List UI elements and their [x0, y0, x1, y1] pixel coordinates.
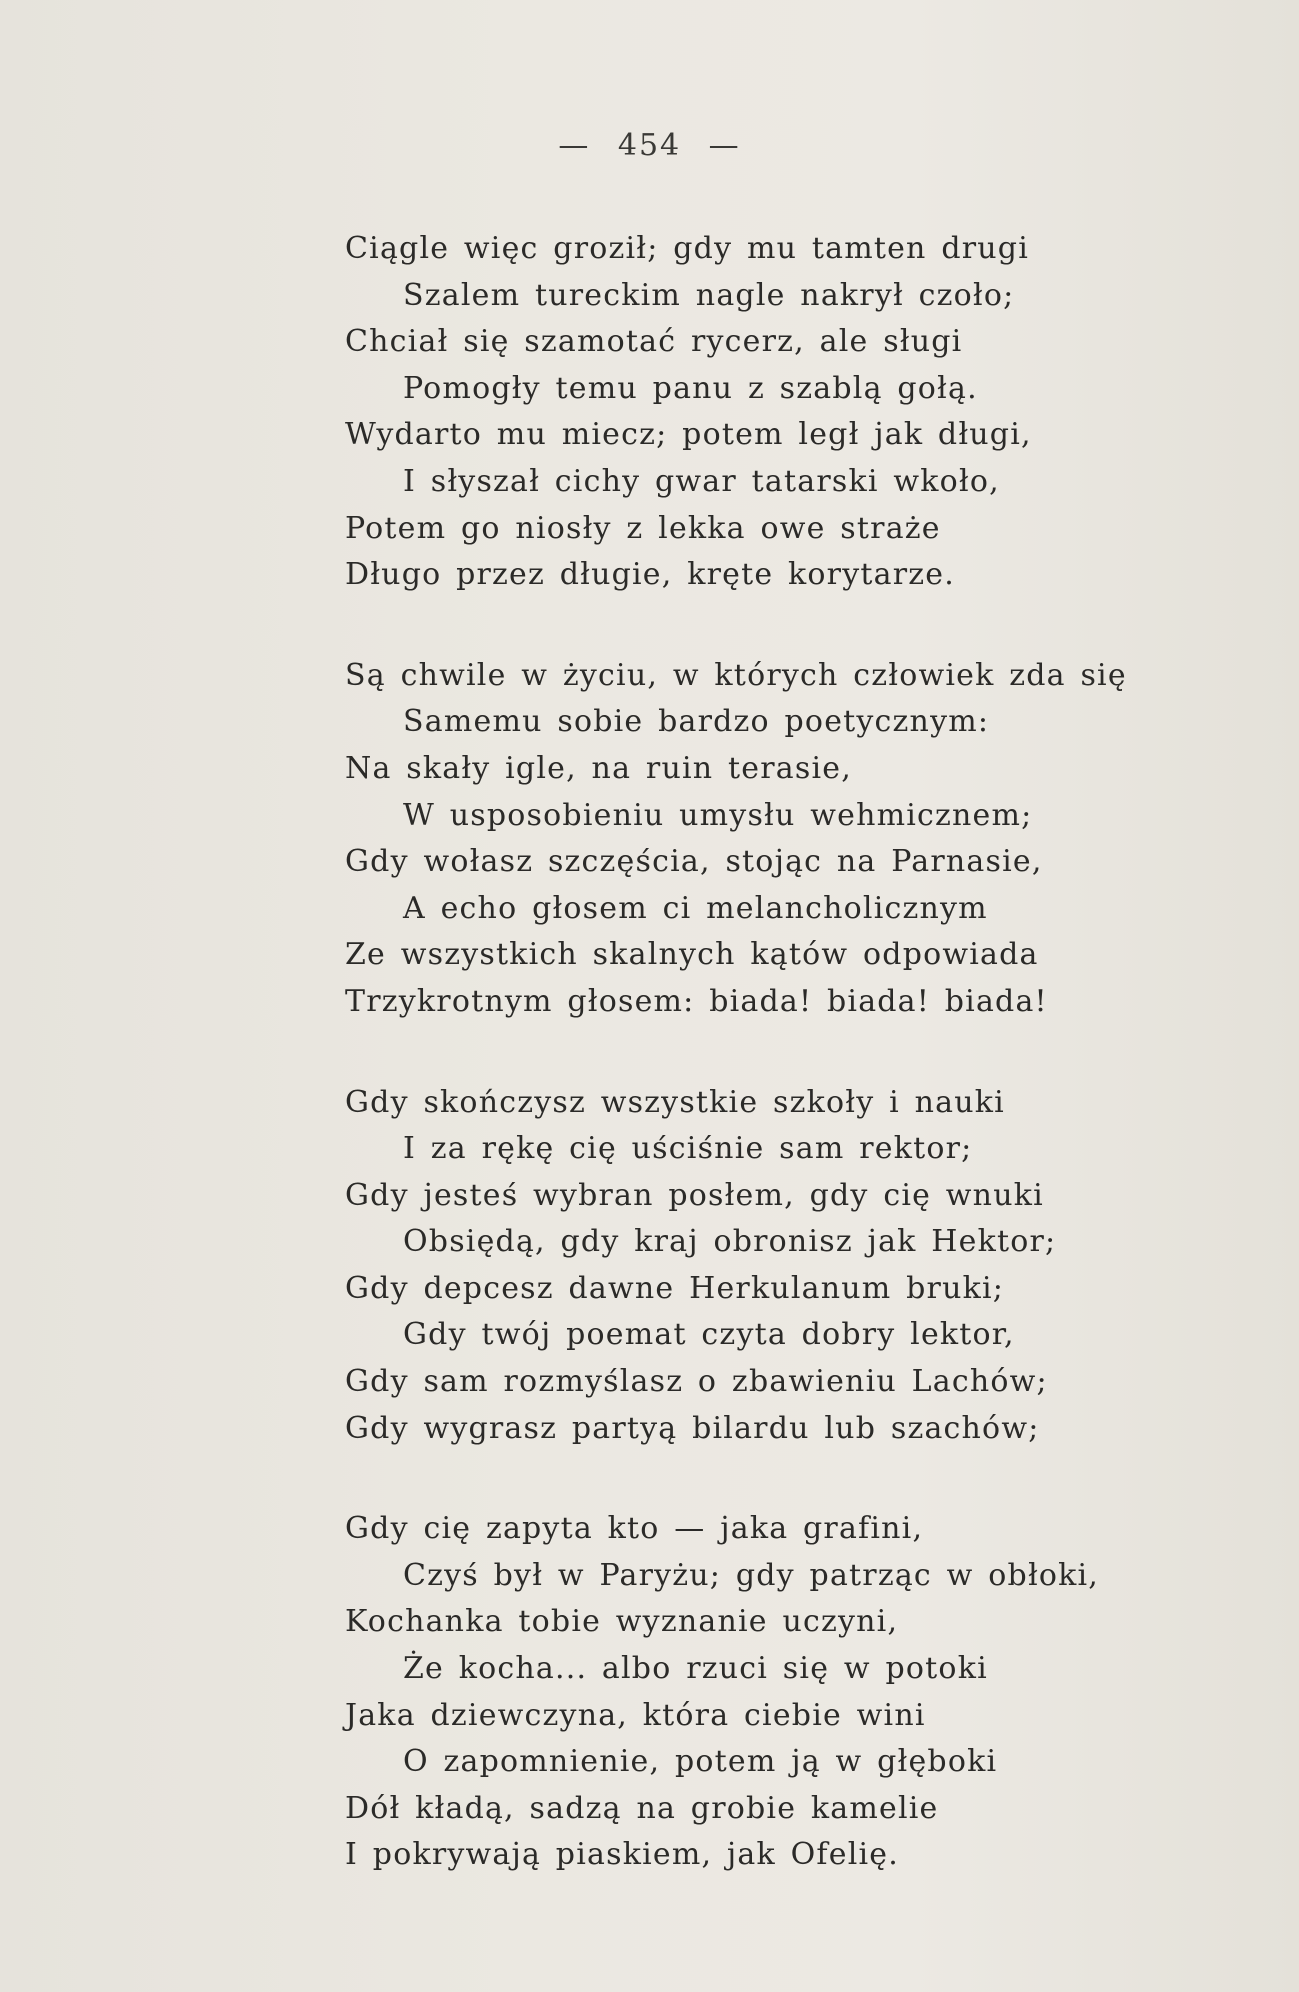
poem-line: Obsiędą, gdy kraj obronisz jak Hektor; [403, 1224, 1057, 1260]
poem-line: Dół kładą, sadzą na grobie kamelie [345, 1790, 939, 1826]
page-number-dash-left: — [558, 128, 591, 163]
poem-line: Gdy cię zapyta kto — jaka grafini, [345, 1511, 924, 1547]
poem-line: Gdy depcesz dawne Herkulanum bruki; [345, 1270, 1005, 1306]
poem-line: Samemu sobie bardzo poetycznym: [403, 704, 990, 740]
poem-line: Są chwile w życiu, w których człowiek zda się [345, 657, 1127, 693]
poem-line: I słyszał cichy gwar tatarski wkoło, [403, 463, 1000, 499]
poem-line: A echo głosem ci melancholicznym [403, 890, 988, 926]
poem-line: Czyś był w Paryżu; gdy patrząc w obłoki, [403, 1557, 1100, 1593]
poem-line: Ze wszystkich skalnych kątów odpowiada [345, 937, 1039, 973]
poem-line: Na skały igle, na ruin terasie, [345, 750, 852, 786]
poem-line: Gdy sam rozmyślasz o zbawieniu Lachów; [345, 1364, 1048, 1400]
poem-text [345, 226, 1245, 1933]
poem-line: W usposobieniu umysłu wehmicznem; [403, 797, 1033, 833]
stanza-4 [345, 1506, 1245, 1879]
poem-line: O zapomnienie, potem ją w głęboki [403, 1744, 998, 1780]
stanza-3 [345, 1080, 1245, 1453]
poem-line: Potem go niosły z lekka owe straże [345, 510, 941, 546]
poem-line: Chciał się szamotać rycerz, ale sługi [345, 324, 963, 360]
poem-line: Wydarto mu miecz; potem legł jak długi, [345, 417, 1032, 453]
poem-line: Pomogły temu panu z szablą gołą. [403, 370, 978, 406]
poem-line: Jaka dziewczyna, która ciebie wini [345, 1697, 926, 1733]
poem-line: Gdy jesteś wybran posłem, gdy cię wnuki [345, 1177, 1044, 1213]
poem-line: Gdy wołasz szczęścia, stojąc na Parnasie, [345, 844, 1043, 880]
poem-line: Ciągle więc groził; gdy mu tamten drugi [345, 231, 1029, 266]
poem-line: Kochanka tobie wyznanie uczyni, [345, 1604, 899, 1640]
poem-line: Że kocha... albo rzuci się w potoki [403, 1651, 988, 1687]
poem-line: Gdy skończysz wszystkie szkoły i nauki [345, 1084, 1005, 1120]
poem-line: Gdy wygrasz partyą bilardu lub szachów; [345, 1410, 1040, 1446]
stanza-1 [345, 226, 1245, 599]
poem-line: Gdy twój poemat czyta dobry lektor, [403, 1317, 1015, 1353]
poem-line: I pokrywają piaskiem, jak Ofelię. [345, 1837, 899, 1873]
page-number [0, 128, 1299, 163]
stanza-2 [345, 653, 1245, 1026]
poem-line: I za rękę cię uściśnie sam rektor; [403, 1131, 973, 1167]
page-number-value: 454 [617, 128, 682, 163]
poem-line: Długo przez długie, kręte korytarze. [345, 557, 955, 593]
poem-line: Szalem tureckim nagle nakrył czoło; [403, 277, 1015, 313]
page-number-dash-right: — [708, 128, 741, 163]
poem-line: Trzykrotnym głosem: biada! biada! biada! [345, 983, 1048, 1019]
